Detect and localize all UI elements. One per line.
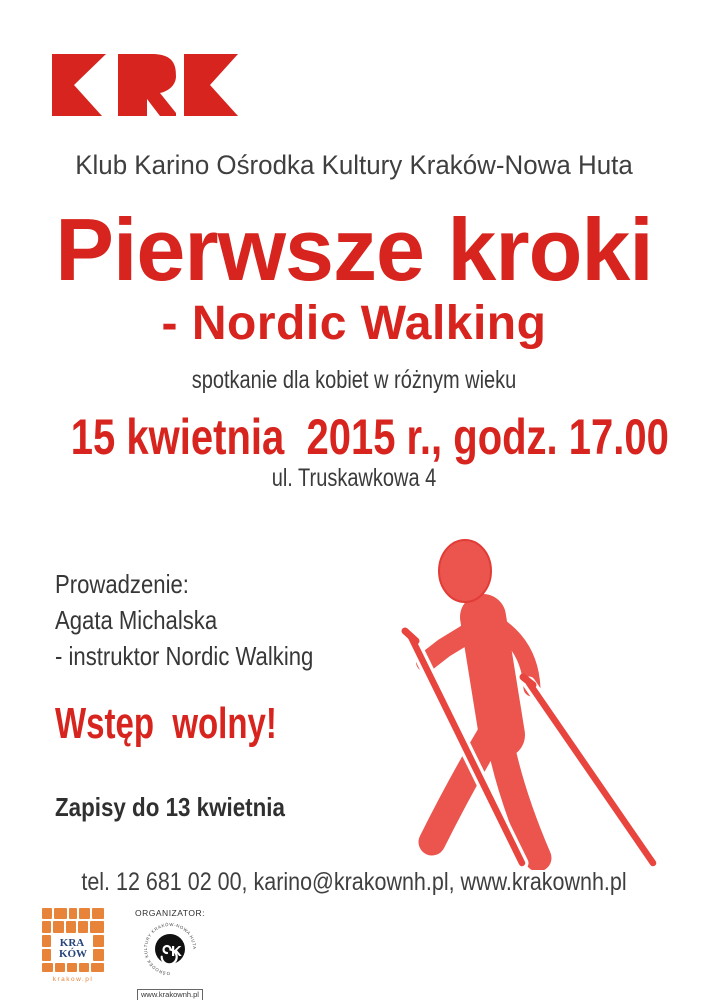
poster-title-line2: - Nordic Walking xyxy=(161,297,547,350)
krakow-logo-text-line2: KÓW xyxy=(58,948,88,960)
leader-block xyxy=(55,566,313,674)
club-name-line: Klub Karino Ośrodka Kultury Kraków-Nowa Huta xyxy=(75,150,633,180)
krakow-city-logo xyxy=(40,906,106,986)
organizer-label: ORGANIZATOR: xyxy=(135,908,205,918)
organizer-monogram-k: K xyxy=(171,943,182,960)
leader-role: - instruktor Nordic Walking xyxy=(55,641,314,671)
walker-head xyxy=(439,540,491,602)
event-date-line: 15 kwietnia 2015 r., godz. 17.00 xyxy=(70,409,669,465)
poster-subtitle: spotkanie dla kobiet w różnym wieku xyxy=(191,366,517,394)
leading-label: Prowadzenie: xyxy=(55,569,189,599)
contact-line: tel. 12 681 02 00, karino@krakownh.pl, www.krakownh.pl xyxy=(81,868,627,896)
krk-logo-letter-k1 xyxy=(52,54,106,116)
organizer-ok-logo xyxy=(140,919,200,979)
organizer-block xyxy=(122,908,218,1000)
signup-deadline-line: Zapisy do 13 kwietnia xyxy=(55,792,285,822)
krk-logo-letter-r xyxy=(118,54,176,116)
krk-logo-letter-k2 xyxy=(184,54,238,116)
walker-rear-pole xyxy=(529,683,653,863)
krk-logo xyxy=(52,54,238,116)
krakow-logo-url: krakow.pl xyxy=(52,976,94,983)
organizer-ring-text: OŚRODEK KULTURY KRAKÓW-NOWA HUTA xyxy=(143,921,198,977)
nordic-walker-icon xyxy=(380,520,680,870)
poster-title-line1: Pierwsze kroki xyxy=(55,200,653,299)
krakow-logo-text-line1: KRA xyxy=(59,937,85,949)
leader-name: Agata Michalska xyxy=(55,605,218,635)
organizer-url: www.krakownh.pl xyxy=(137,989,203,1000)
event-address: ul. Truskawkowa 4 xyxy=(271,464,437,492)
free-entry-line: Wstęp wolny! xyxy=(55,699,277,748)
